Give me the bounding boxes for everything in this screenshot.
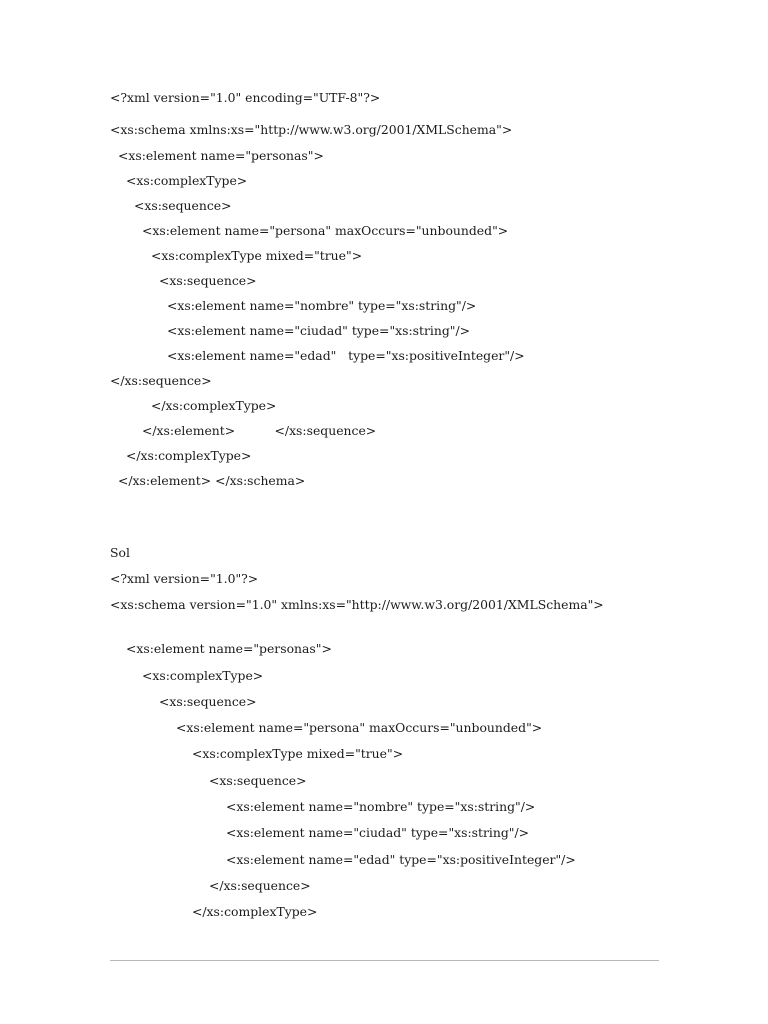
question-line-11: <xs:element name="edad" type="xs:positiveInteger"/> [167, 348, 525, 363]
solution-label: Sol [110, 545, 130, 560]
question-line-3: <xs:element name="personas"> [118, 148, 324, 163]
solution-line-7: <xs:complexType mixed="true"> [192, 746, 404, 761]
question-line-6: <xs:element name="persona" maxOccurs="unbounded"> [142, 223, 509, 238]
question-line-15: </xs:complexType> [126, 448, 252, 463]
question-line-5: <xs:sequence> [134, 198, 232, 213]
solution-line-6: <xs:element name="persona" maxOccurs="unbounded"> [176, 720, 543, 735]
question-line-8: <xs:sequence> [159, 273, 257, 288]
question-line-10: <xs:element name="ciudad" type="xs:string"/> [167, 323, 471, 338]
solution-line-3: <xs:element name="personas"> [126, 641, 332, 656]
question-line-7: <xs:complexType mixed="true"> [151, 248, 363, 263]
question-line-13: </xs:complexType> [151, 398, 277, 413]
solution-line-1: <?xml version="1.0"?> [110, 571, 259, 586]
solution-line-13: </xs:complexType> [192, 904, 318, 919]
solution-line-2: <xs:schema version="1.0" xmlns:xs="http://www.w3.org/2001/XMLSchema"> [110, 597, 604, 612]
question-line-16: </xs:element> </xs:schema> [118, 473, 306, 488]
solution-line-5: <xs:sequence> [159, 694, 257, 709]
solution-line-9: <xs:element name="nombre" type="xs:string"/> [226, 799, 536, 814]
question-line-2: <xs:schema xmlns:xs="http://www.w3.org/2001/XMLSchema"> [110, 122, 513, 137]
question-line-9: <xs:element name="nombre" type="xs:string"/> [167, 298, 477, 313]
solution-line-10: <xs:element name="ciudad" type="xs:string"/> [226, 825, 530, 840]
solution-line-4: <xs:complexType> [142, 668, 264, 683]
solution-line-8: <xs:sequence> [209, 773, 307, 788]
question-line-12: </xs:sequence> [110, 373, 212, 388]
solution-line-11: <xs:element name="edad" type="xs:positiveInteger"/> [226, 852, 576, 867]
question-line-14: </xs:element> </xs:sequence> [142, 423, 377, 438]
page-divider [110, 960, 659, 961]
solution-line-12: </xs:sequence> [209, 878, 311, 893]
question-line-1: <?xml version="1.0" encoding="UTF-8"?> [110, 90, 381, 105]
question-line-4: <xs:complexType> [126, 173, 248, 188]
